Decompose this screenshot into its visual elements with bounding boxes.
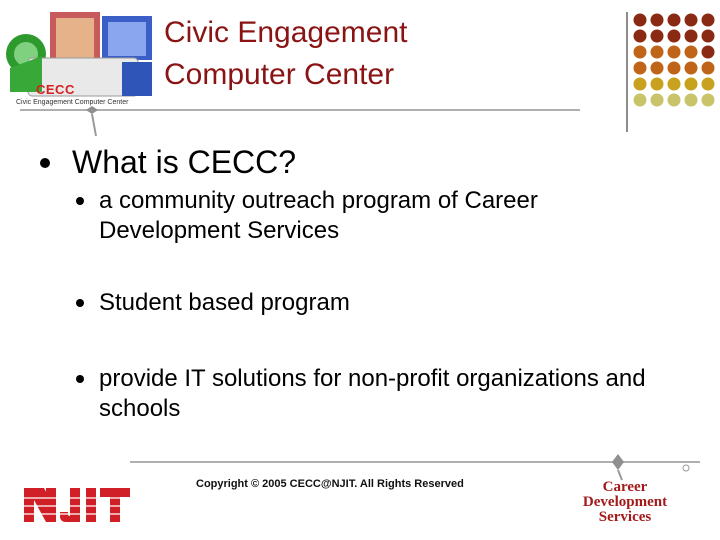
decorative-dot [651,14,664,27]
header-divider [20,102,580,142]
decorative-dot [702,78,715,91]
logo-caption: Civic Engagement Computer Center [16,99,129,106]
decorative-dot [668,94,681,107]
decorative-dot [685,62,698,75]
decorative-dot-grid [632,12,716,108]
logo-title: CECC [36,82,75,97]
decorative-dot [668,62,681,75]
cds-line-3: Services [598,509,652,525]
bullet-icon [76,299,84,307]
list-item-text: Student based program [99,289,350,316]
decorative-dot [668,14,681,27]
decorative-dot [634,46,647,59]
decorative-dot [651,30,664,43]
list-item-text: provide IT solutions for non-profit organizations and schools [99,365,646,422]
vertical-divider [626,12,628,132]
cds-line-2: Development [582,494,668,510]
bullet-icon [40,158,50,168]
decorative-dot [668,78,681,91]
bullet-icon [76,375,84,383]
cds-line-1: Career [602,479,648,495]
decorative-dot [651,46,664,59]
bullet-icon [76,197,84,205]
decorative-dot [702,30,715,43]
decorative-dot [685,30,698,43]
career-development-services-logo [570,480,680,525]
decorative-dot [634,30,647,43]
decorative-dot [651,62,664,75]
decorative-dot [702,62,715,75]
decorative-dot [634,94,647,107]
njit-logo [22,484,132,526]
decorative-dot [702,46,715,59]
heading-text: What is CECC? [72,144,297,180]
decorative-dot [702,94,715,107]
cecc-logo [2,6,162,106]
decorative-dot [685,94,698,107]
list-item-text: a community outreach program of Career Development Services [99,187,538,244]
decorative-dot [668,46,681,59]
decorative-dot [634,62,647,75]
decorative-dot [685,46,698,59]
slide-title [164,12,564,96]
decorative-dot [685,78,698,91]
copyright-text: Copyright © 2005 CECC@NJIT. All Rights Reserved [196,478,464,490]
decorative-dot [702,14,715,27]
decorative-dot [651,78,664,91]
title-line-2: Computer Center [164,58,395,91]
decorative-dot [634,14,647,27]
title-line-1: Civic Engagement [164,16,408,49]
decorative-dot [634,78,647,91]
decorative-dot [668,30,681,43]
decorative-dot [685,14,698,27]
decorative-dot [651,94,664,107]
